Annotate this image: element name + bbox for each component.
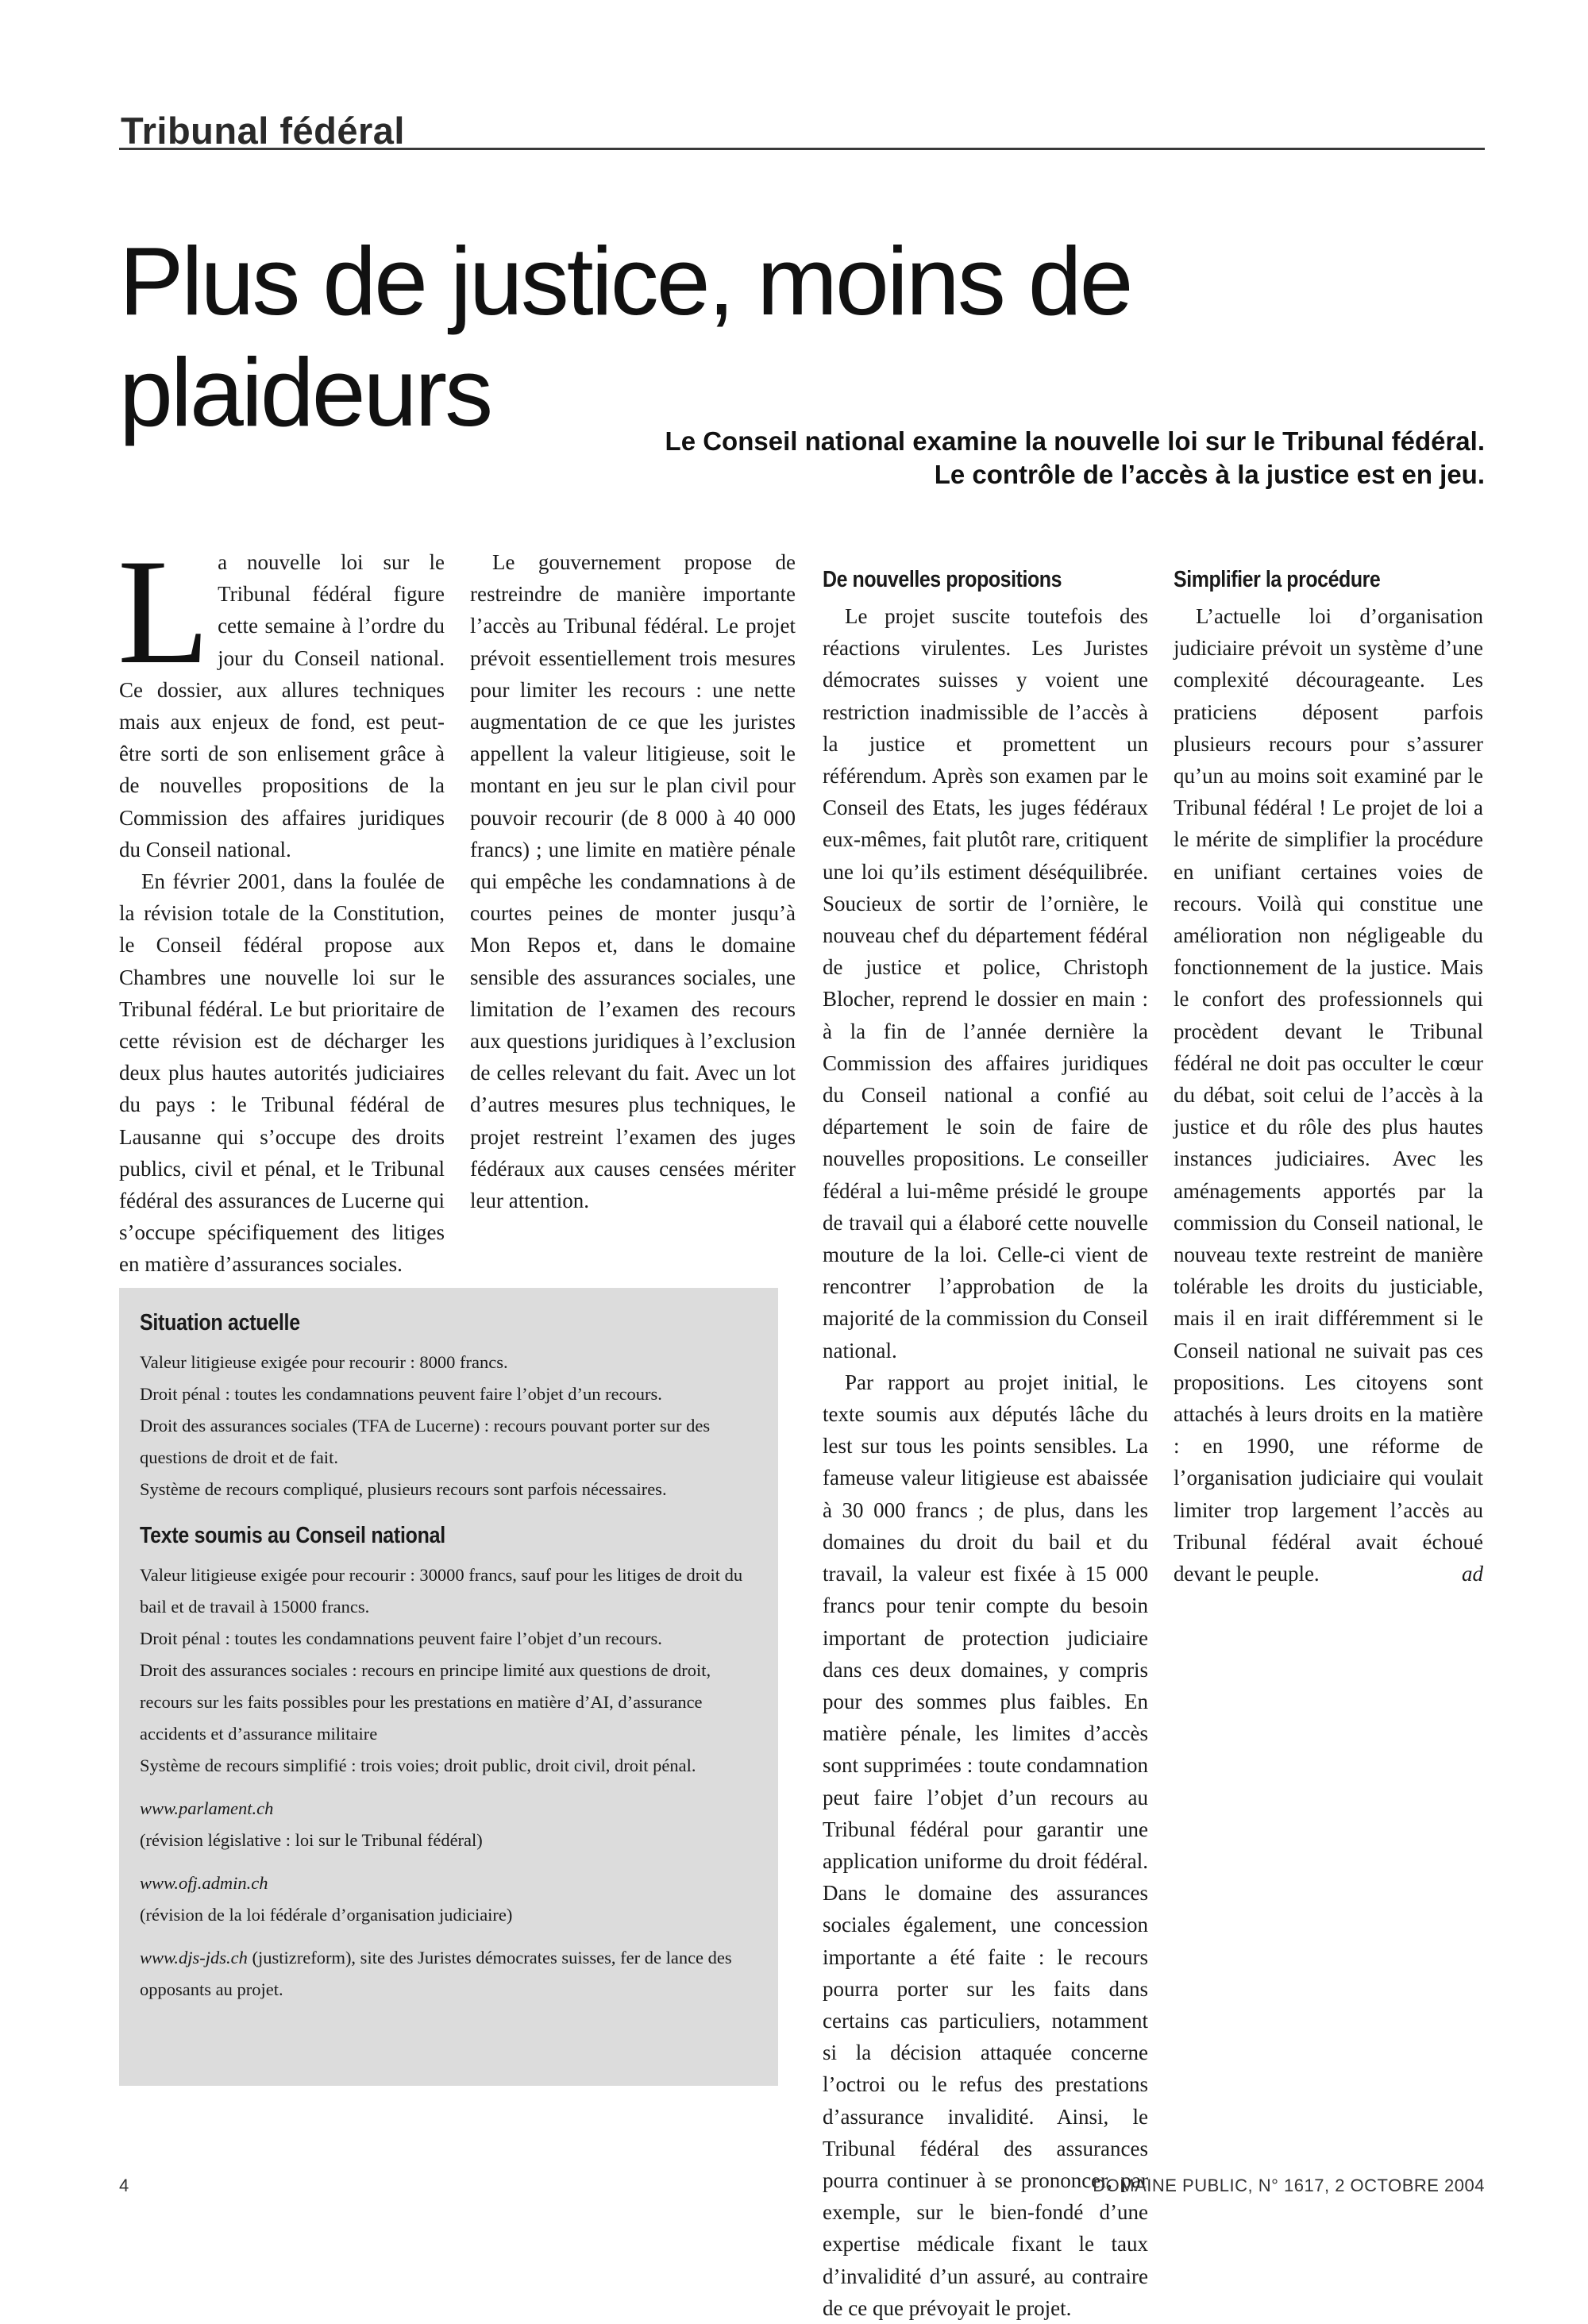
proposed-item: Droit pénal : toutes les condamnations peuvent faire l’objet d’un recours. <box>140 1628 662 1648</box>
link-block-ofj <box>140 1867 767 1931</box>
article-column-2 <box>470 546 796 1216</box>
link-url[interactable]: www.parlament.ch <box>140 1798 274 1818</box>
drop-cap: L <box>118 529 210 696</box>
sidebar-box <box>119 1288 778 2086</box>
article-paragraph-1 <box>118 529 445 865</box>
link-block-parlament <box>140 1793 767 1856</box>
article-paragraph-5: Par rapport au projet initial, le texte soumis aux députés lâche du lest sur tous les points sensibles. La fameuse valeur litigieuse est abaissée à 30 000 francs ; de plus, dans les domaines du droit du bail et du travail, la valeur est fixée à 15 000 francs pour tenir compte du besoin important de protection judiciaire dans ces deux domaines, y compris pour des sommes plus faibles. En matière pénale, les limites d’accès sont supprimées : toute condamnation peut faire l’objet d’un recours au Tribunal fédéral pour garantir une application uniforme du droit fédéral. Dans le domaine des assurances sociales également, une concession importante a été faite : le recours pourra porter sur les faits dans certains cas particuliers, notamment si la décision attaquée concerne l’octroi ou le refus des prestations d’assurance invalidité. Ainsi, le Tribunal fédéral des assurances pourra continuer à se prononcer, par exemple, sur le bien-fondé d’une expertise médicale fixant le taux d’invalidité d’un assuré, au contraire de ce que prévoyait le projet. <box>823 1370 1148 2320</box>
paragraph-1-text: a nouvelle loi sur le Tribunal fédéral figure cette semaine à l’ordre du jour du Conseil national. Ce dossier, aux allures techniques mais aux enjeux de fond, est peut-être sorti de son enlisement grâce à de nouvelles propositions de la Commission des affaires juridiques du Conseil national. <box>119 550 445 861</box>
sidebar-heading-current: Situation actuelle <box>140 1310 300 1335</box>
link-note: (révision législative : loi sur le Tribunal fédéral) <box>140 1830 483 1850</box>
dek-line-2: Le contrôle de l’accès à la justice est en jeu. <box>934 460 1485 489</box>
section-title: Tribunal fédéral <box>121 110 405 152</box>
proposed-item: Droit des assurances sociales : recours en principe limité aux questions de droit, recours sur les faits possibles pour les prestations en matière d’AI, d’assurance accidents et d’assurance militaire <box>140 1660 711 1744</box>
link-note: (justizreform), site des Juristes démocrates suisses, fer de lance des opposants au projet. <box>140 1948 732 1999</box>
article-paragraph-3: Le gouvernement propose de restreindre de manière importante l’accès au Tribunal fédéral. Le projet prévoit essentiellement trois mesures pour limiter les recours : une nette augmentation de ce que les juristes appellent la valeur litigieuse, soit le montant en jeu sur le plan civil pour pouvoir recourir (de 8 000 à 40 000 francs) ; une limite en matière pénale qui empêche les condamnations à de courtes peines de monter jusqu’à Mon Repos et, dans le domaine sensible des assurances sociales, une limitation de l’examen des recours aux questions juridiques à l’exclusion de celles relevant du fait. Avec un lot d’autres mesures plus techniques, le projet restreint l’examen des juges fédéraux aux causes censées mériter leur attention. <box>470 550 796 1213</box>
article-paragraph-6 <box>1174 600 1483 1590</box>
current-item: Droit des assurances sociales (TFA de Lucerne) : recours pouvant porter sur des questions de droit et de fait. <box>140 1416 711 1467</box>
link-url[interactable]: www.ofj.admin.ch <box>140 1873 268 1893</box>
article-headline: Plus de justice, moins de plaideurs <box>119 227 1131 446</box>
link-note: (révision de la loi fédérale d’organisation judiciaire) <box>140 1905 513 1925</box>
current-item: Valeur litigieuse exigée pour recourir : 8000 francs. <box>140 1352 508 1372</box>
dek-line-1: Le Conseil national examine la nouvelle loi sur le Tribunal fédéral. <box>665 426 1485 456</box>
link-block-djs <box>140 1942 767 2006</box>
page-number: 4 <box>119 2176 129 2195</box>
author-signature: ad <box>1462 1562 1483 1586</box>
link-url[interactable]: www.djs-jds.ch <box>140 1948 248 1967</box>
sidebar-heading-proposed: Texte soumis au Conseil national <box>140 1523 445 1548</box>
article-column-4 <box>1174 546 1483 1590</box>
subheading-simplifier: Simplifier la procédure <box>1174 567 1381 592</box>
article-dek <box>294 425 1485 491</box>
sidebar-content <box>140 1305 767 2006</box>
current-item: Système de recours compliqué, plusieurs recours sont parfois nécessaires. <box>140 1479 667 1499</box>
current-item: Droit pénal : toutes les condamnations peuvent faire l’objet d’un recours. <box>140 1384 662 1404</box>
publication-footer: DOMAINE PUBLIC, N° 1617, 2 OCTOBRE 2004 <box>1093 2176 1485 2195</box>
proposed-item: Valeur litigieuse exigée pour recourir : 30000 francs, sauf pour les litiges de droit du bail et de travail à 15000 francs. <box>140 1565 743 1617</box>
subheading-propositions: De nouvelles propositions <box>823 567 1062 592</box>
section-rubric <box>119 95 1485 150</box>
paragraph-6-text: L’actuelle loi d’organisation judiciaire prévoit un système d’une complexité décourageante. Les praticiens déposent parfois plusieurs recours pour s’assurer qu’un au moins soit examiné par le Tribunal fédéral ! Le projet de loi a le mérite de simplifier la procédure en unifiant certaines voies de recours. Voilà qui constitue une amélioration non négligeable du fonctionnement de la justice. Mais le confort des professionnels qui procèdent devant le Tribunal fédéral ne doit pas occulter le cœur du débat, soit celui de l’accès à la justice et du rôle des plus hautes instances judiciaires. Avec les aménagements apportés par la commission du Conseil national, le nouveau texte restreint de manière tolérable les droits du justiciable, mais il en irait différemment si le Conseil national ne suivait pas ces propositions. Les citoyens sont attachés à leurs droits en la matière : en 1990, une réforme de l’organisation judiciaire qui voulait limiter trop largement l’accès au Tribunal fédéral avait échoué devant le peuple. <box>1174 604 1483 1586</box>
article-paragraph-4: Le projet suscite toutefois des réactions virulentes. Les Juristes démocrates suisses y voient une restriction inadmissible de l’accès à la justice et promettent un référendum. Après son examen par le Conseil des Etats, les juges fédéraux eux-mêmes, fait plutôt rare, critiquent une loi qu’ils estiment déséquilibrée. Soucieux de sortir de l’ornière, le nouveau chef du département fédéral de justice et police, Christoph Blocher, reprend le dossier en main : à la fin de l’année dernière la Commission des affaires juridiques du Conseil national a confié au département le soin de faire de nouvelles propositions. Le conseiller fédéral a lui-même présidé le groupe de travail qui a élaboré cette nouvelle mouture de la loi. Celle-ci vient de rencontrer l’approbation de la majorité de la commission du Conseil national. <box>823 604 1148 1362</box>
proposed-item: Système de recours simplifié : trois voies; droit public, droit civil, droit pénal. <box>140 1756 696 1775</box>
article-column-1 <box>118 529 445 1281</box>
article-column-3 <box>823 546 1148 2324</box>
article-paragraph-2: En février 2001, dans la foulée de la révision totale de la Constitution, le Conseil fédéral propose aux Chambres une nouvelle loi sur le Tribunal fédéral. Le but prioritaire de cette révision est de décharger les deux plus hautes autorités judiciaires du pays : le Tribunal fédéral de Lausanne qui s’occupe des droits publics, civil et pénal, et le Tribunal fédéral des assurances de Lucerne qui s’occupe spécifiquement des litiges en matière d’assurances sociales. <box>119 869 445 1277</box>
